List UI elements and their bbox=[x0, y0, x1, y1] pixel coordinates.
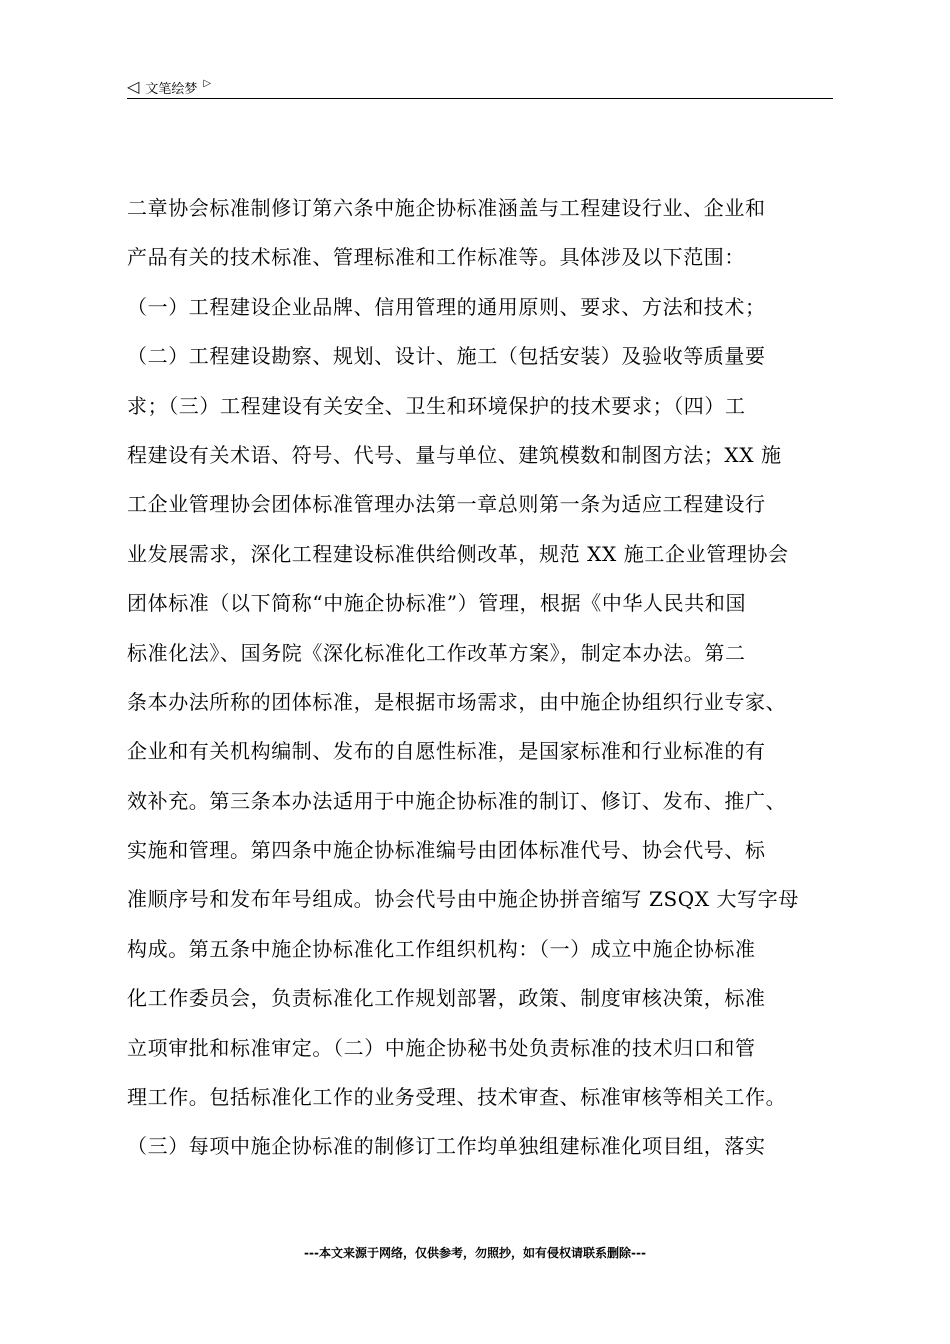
text-line: （三）每项中施企协标准的制修订工作均单独组建标准化项目组，落实 bbox=[127, 1134, 766, 1159]
body-text bbox=[127, 184, 847, 1172]
text-line: 实施和管理。第四条中施企协标准编号由团体标准代号、协会代号、标 bbox=[127, 838, 766, 863]
text-line: 标准化法》、国务院《深化标准化工作改革方案》，制定本办法。第二 bbox=[127, 640, 746, 665]
text-line: 企业和有关机构编制、发布的自愿性标准，是国家标准和行业标准的有 bbox=[127, 739, 766, 764]
text-line: 工企业管理协会团体标准管理办法第一章总则第一条为适应工程建设行 bbox=[127, 492, 766, 517]
text-line: 条本办法所称的团体标准，是根据市场需求，由中施企协组织行业专家、 bbox=[127, 689, 787, 714]
text-line: 二章协会标准制修订第六条中施企协标准涵盖与工程建设行业、企业和 bbox=[127, 196, 766, 220]
text-line: 团体标准（以下简称“中施企协标准”）管理，根据《中华人民共和国 bbox=[127, 591, 747, 616]
text-line: 效补充。第三条本办法适用于中施企协标准的制订、修订、发布、推广、 bbox=[127, 788, 787, 813]
text-line: 化工作委员会，负责标准化工作规划部署，政策、制度审核决策，标准 bbox=[127, 986, 766, 1011]
text-line: 立项审批和标准审定。（二）中施企协秘书处负责标准的技术归口和管 bbox=[127, 1035, 756, 1060]
footer-disclaimer: ---本文来源于网络，仅供参考，勿照抄，如有侵权请联系删除--- bbox=[304, 1246, 646, 1260]
right-triangle-icon: ▷ bbox=[203, 78, 212, 89]
text-line: 产品有关的技术标准、管理标准和工作标准等。具体涉及以下范围： bbox=[127, 245, 745, 270]
header-divider bbox=[127, 98, 833, 99]
text-line: 准顺序号和发布年号组成。协会代号由中施企协拼音缩写 ZSQX 大写字母 bbox=[127, 887, 799, 912]
text-line: 业发展需求，深化工程建设标准供给侧改革，规范 XX 施工企业管理协会 bbox=[127, 541, 789, 566]
page-header bbox=[127, 76, 833, 98]
text-line: （一）工程建设企业品牌、信用管理的通用原则、要求、方法和技术； bbox=[127, 294, 766, 319]
text-line: 构成。第五条中施企协标准化工作组织机构：（一）成立中施企协标准 bbox=[127, 936, 756, 961]
text-line: 理工作。包括标准化工作的业务受理、技术审查、标准审核等相关工作。 bbox=[127, 1085, 787, 1110]
text-line: 程建设有关术语、符号、代号、量与单位、建筑模数和制图方法；XX 施 bbox=[127, 442, 782, 467]
text-line: （二）工程建设勘察、规划、设计、施工（包括安装）及验收等质量要 bbox=[127, 344, 766, 369]
left-triangle-icon: ◁ bbox=[127, 77, 140, 96]
header-title: 文笔绘梦 bbox=[145, 81, 198, 97]
text-line: 求；（三）工程建设有关安全、卫生和环境保护的技术要求；（四）工 bbox=[127, 393, 746, 418]
